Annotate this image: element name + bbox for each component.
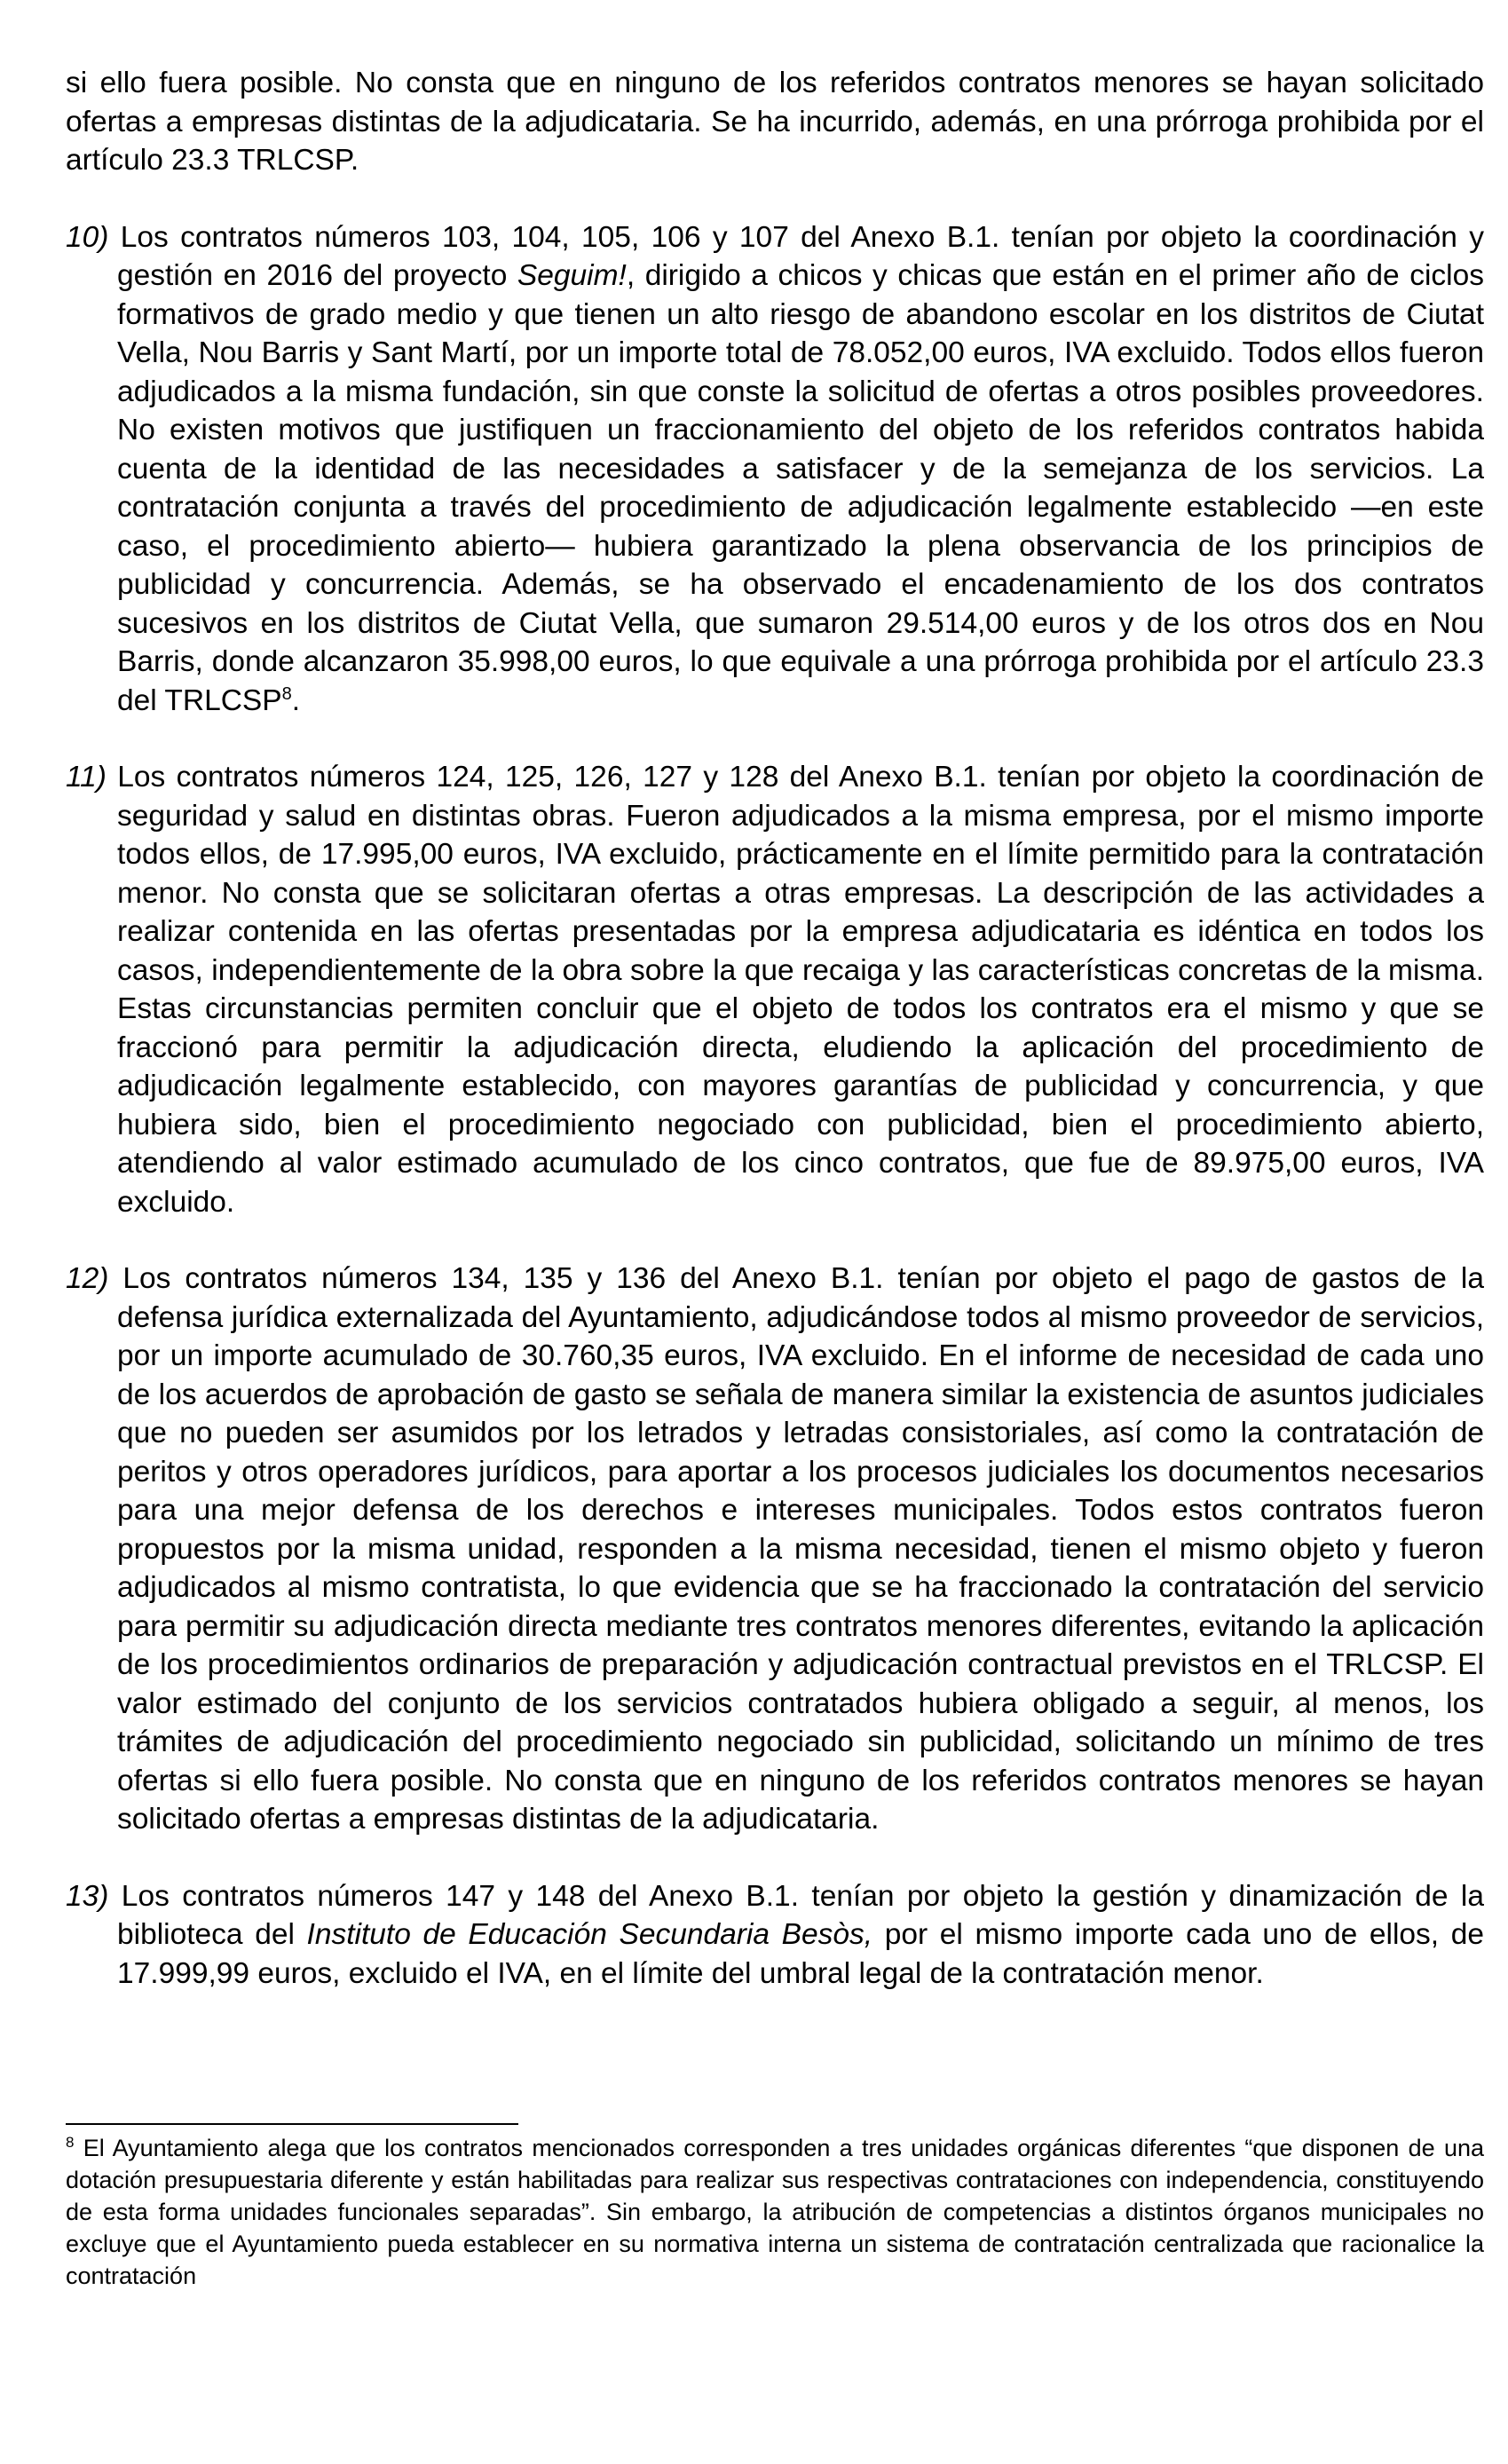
paragraph-item-13 <box>66 1877 1484 1994</box>
paragraph-text: Los contratos números 147 y 148 del Anexo B.1. tenían por objeto la gestión y dinamización de la biblioteca del <box>108 1879 1484 1951</box>
document-page <box>66 64 1484 2289</box>
paragraph-text: si ello fuera posible. No consta que en ninguno de los referidos contratos menores se hayan solicitado ofertas a empresas distintas de la adjudicataria. Se ha incurrido, además, en una prórroga prohibida por el artículo 23.3 TRLCSP. <box>66 67 1484 177</box>
paragraph-text: Los contratos números 103, 104, 105, 106 y 107 del Anexo B.1. tenían por objeto la coordinación y gestión en 2016 del proyecto <box>108 220 1484 292</box>
project-name: Seguim! <box>517 259 627 292</box>
footnote-separator <box>66 2123 518 2125</box>
paragraph-item-12 <box>66 1260 1484 1839</box>
paragraph-text: , dirigido a chicos y chicas que están en el primer año de ciclos formativos de grado medio y que tienen un alto riesgo de abandono escolar en los distritos de Ciutat Vella, Nou Barris y Sant Martí, por un importe total de 78.052,00 euros, IVA excluido. Todos ellos fueron adjudicados a la misma fundación, sin que conste la solicitud de ofertas a otros posibles proveedores. No existen motivos que justifiquen un fraccionamiento del objeto de los referidos contratos habida cuenta de la identidad de las necesidades a satisfacer y de la semejanza de los servicios. La contratación conjunta a través del procedimiento de adjudicación legalmente establecido —en este caso, el procedimiento abierto— hubiera garantizado la plena observancia de los principios de publicidad y concurrencia. Además, se ha observado el encadenamiento de los dos contratos sucesivos en los distritos de Ciutat Vella, que sumaron 29.514,00 euros y de los otros dos en Nou Barris, donde alcanzaron 35.998,00 euros, lo que equivale a una prórroga prohibida por el artículo 23.3 del TRLCSP <box>117 259 1484 717</box>
item-number: 10) <box>66 220 109 254</box>
paragraph-continuation <box>66 64 1484 180</box>
footnote <box>66 2132 1484 2292</box>
institution-name: Instituto de Educación Secundaria Besòs, <box>306 1918 873 1951</box>
footnote-reference[interactable]: 8 <box>281 683 292 704</box>
paragraph-text: por el mismo importe cada uno de ellos, de 17.999,99 euros, excluido el IVA, en el límite del umbral legal de la contratación menor. <box>117 1918 1484 1990</box>
paragraph-text: Los contratos números 134, 135 y 136 del Anexo B.1. tenían por objeto el pago de gastos de la defensa jurídica externalizada del Ayuntamiento, adjudicándose todos al mismo proveedor de servicios, por un importe acumulado de 30.760,35 euros, IVA excluido. En el informe de necesidad de cada uno de los acuerdos de aprobación de gasto se señala de manera similar la existencia de asuntos judiciales que no pueden ser asumidos por los letrados y letradas consistoriales, así como la contratación de peritos y otros operadores jurídicos, para aportar a los procesos judiciales los documentos necesarios para una mejor defensa de los derechos e intereses municipales. Todos estos contratos fueron propuestos por la misma unidad, responden a la misma necesidad, tienen el mismo objeto y fueron adjudicados al mismo contratista, lo que evidencia que se ha fraccionado la contratación del servicio para permitir su adjudicación directa mediante tres contratos menores diferentes, evitando la aplicación de los procedimientos ordinarios de preparación y adjudicación contractual previstos en el TRLCSP. El valor estimado del conjunto de los servicios contratados hubiera obligado a seguir, al menos, los trámites de adjudicación del procedimiento negociado sin publicidad, solicitando un mínimo de tres ofertas si ello fuera posible. No consta que en ninguno de los referidos contratos menores se hayan solicitado ofertas a empresas distintas de la adjudicataria. <box>108 1262 1484 1836</box>
paragraph-item-10 <box>66 218 1484 721</box>
item-number: 13) <box>66 1879 109 1913</box>
footnote-mark: 8 <box>66 2134 75 2151</box>
item-number: 12) <box>66 1262 109 1295</box>
item-number: 11) <box>66 761 107 794</box>
paragraph-text: . <box>291 683 301 717</box>
footnote-text: El Ayuntamiento alega que los contratos mencionados corresponden a tres unidades orgánicas diferentes “que disponen de una dotación presupuestaria diferente y están habilitadas para realizar sus respectivas contrataciones con independencia, constituyendo de esta forma unidades funcionales separadas”. Sin embargo, la atribución de competencias a distintos órganos municipales no excluye que el Ayuntamiento pueda establecer en su normativa interna un sistema de contratación centralizada que racionalice la contratación <box>66 2135 1484 2289</box>
paragraph-item-11 <box>66 758 1484 1221</box>
paragraph-text: Los contratos números 124, 125, 126, 127 y 128 del Anexo B.1. tenían por objeto la coordinación de seguridad y salud en distintas obras. Fueron adjudicados a la misma empresa, por el mismo importe todos ellos, de 17.995,00 euros, IVA excluido, prácticamente en el límite permitido para la contratación menor. No consta que se solicitaran ofertas a otras empresas. La descripción de las actividades a realizar contenida en las ofertas presentadas por la empresa adjudicataria es idéntica en todos los casos, independientemente de la obra sobre la que recaiga y las características concretas de la misma. Estas circunstancias permiten concluir que el objeto de todos los contratos era el mismo y que se fraccionó para permitir la adjudicación directa, eludiendo la aplicación del procedimiento de adjudicación legalmente establecido, con mayores garantías de publicidad y concurrencia, y que hubiera sido, bien el procedimiento negociado con publicidad, bien el procedimiento abierto, atendiendo al valor estimado acumulado de los cinco contratos, que fue de 89.975,00 euros, IVA excluido. <box>106 761 1484 1219</box>
